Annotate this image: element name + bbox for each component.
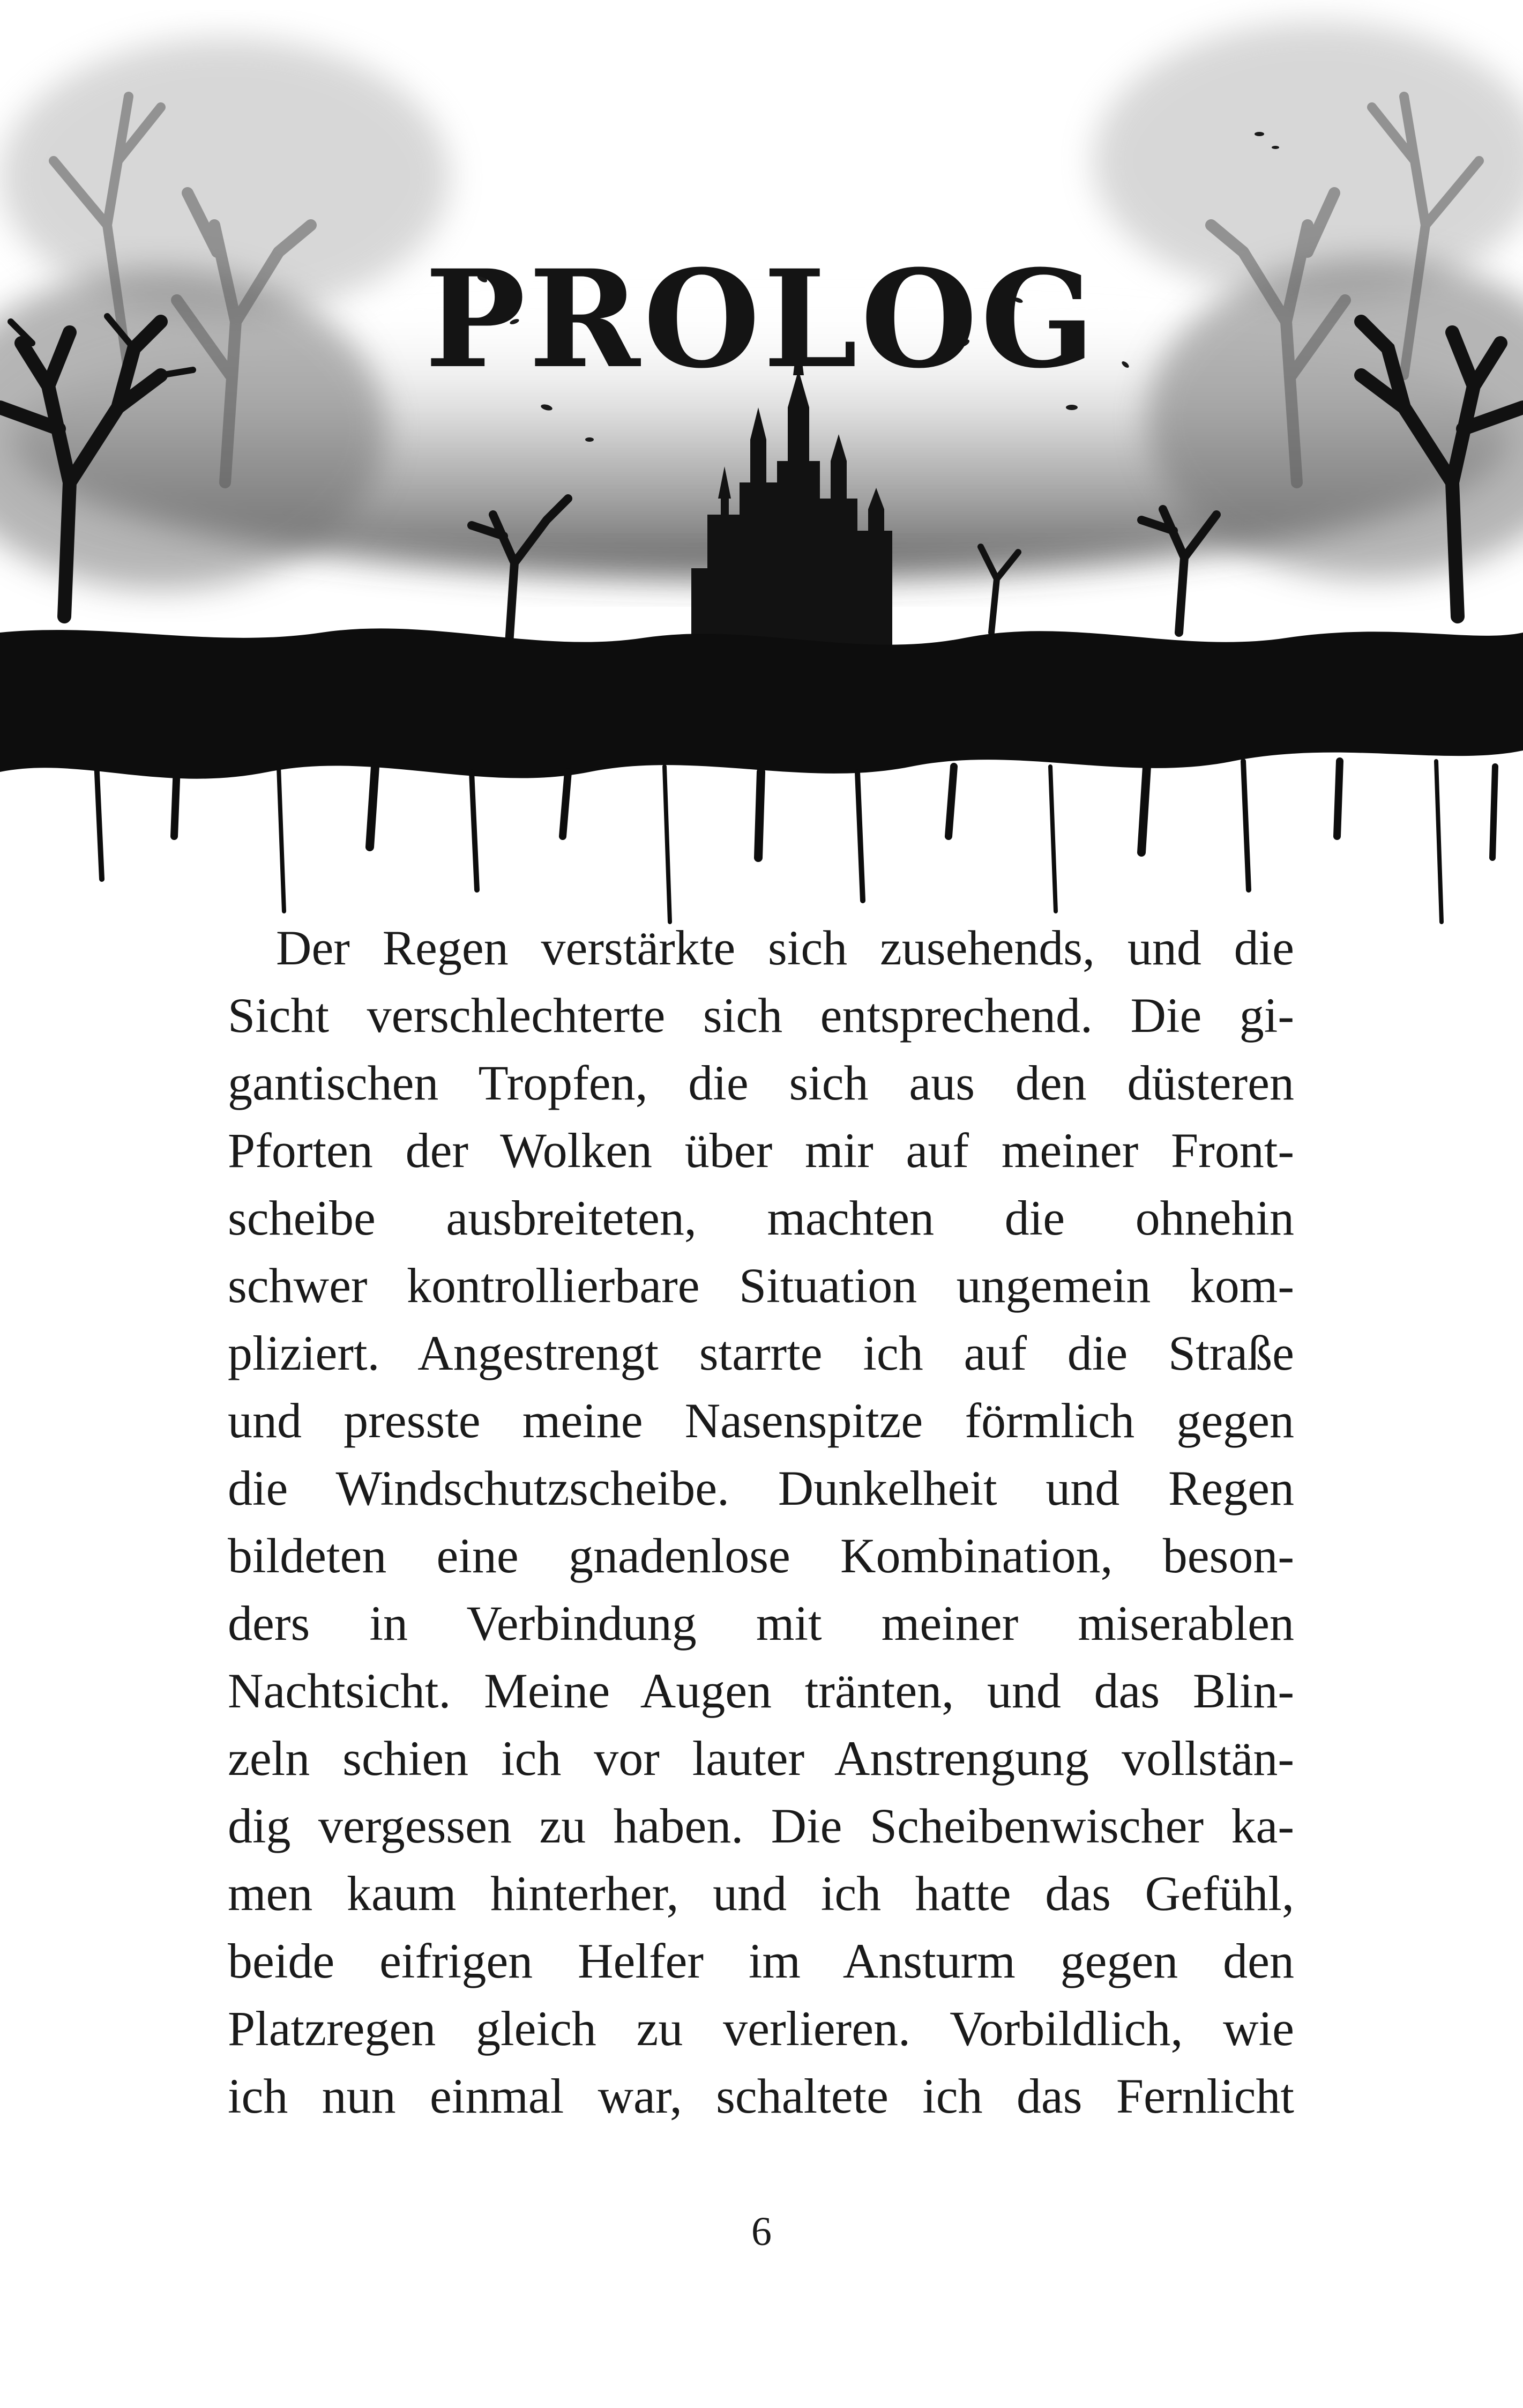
text-line: Sicht verschlechterte sich entsprechend. Die gi-: [228, 988, 1294, 1043]
text-line: Platzregen gleich zu verlieren. Vorbildlich, wie: [228, 2001, 1294, 2056]
text-line: beide eifrigen Helfer im Ansturm gegen den: [228, 1934, 1294, 1988]
text-line: bildeten eine gnadenlose Kombination, beson-: [228, 1528, 1294, 1583]
text-line: Nachtsicht. Meine Augen tränten, und das Blin-: [228, 1663, 1294, 1718]
text-line: men kaum hinterher, und ich hatte das Gefühl,: [228, 1866, 1294, 1921]
header-illustration: [0, 0, 1523, 954]
text-line: scheibe ausbreiteten, machten die ohnehin: [228, 1191, 1294, 1245]
text-line: Der Regen verstärkte sich zusehends, und die: [276, 920, 1294, 975]
text-line: gantischen Tropfen, die sich aus den düsteren: [228, 1056, 1294, 1110]
ink-drips: [96, 761, 1495, 922]
text-line: dig vergessen zu haben. Die Scheibenwischer ka-: [228, 1798, 1294, 1853]
text-line: schwer kontrollierbare Situation ungemein kom-: [228, 1258, 1294, 1313]
text-line: ders in Verbindung mit meiner miserablen: [228, 1596, 1294, 1651]
text-line: pliziert. Angestrengt starrte ich auf die Straße: [228, 1326, 1294, 1380]
text-line: und presste meine Nasenspitze förmlich gegen: [228, 1393, 1294, 1448]
text-line: zeln schien ich vor lauter Anstrengung vollstän-: [228, 1731, 1294, 1786]
ink-ground-band: [0, 628, 1523, 778]
page-number: 6: [751, 2209, 772, 2254]
text-line: die Windschutzscheibe. Dunkelheit und Regen: [228, 1461, 1294, 1515]
body-text: [228, 914, 1294, 2130]
chapter-title: PROLOG: [424, 240, 1099, 398]
text-line: Pforten der Wolken über mir auf meiner Front-: [228, 1123, 1294, 1178]
text-line: ich nun einmal war, schaltete ich das Fernlicht: [228, 2069, 1294, 2123]
